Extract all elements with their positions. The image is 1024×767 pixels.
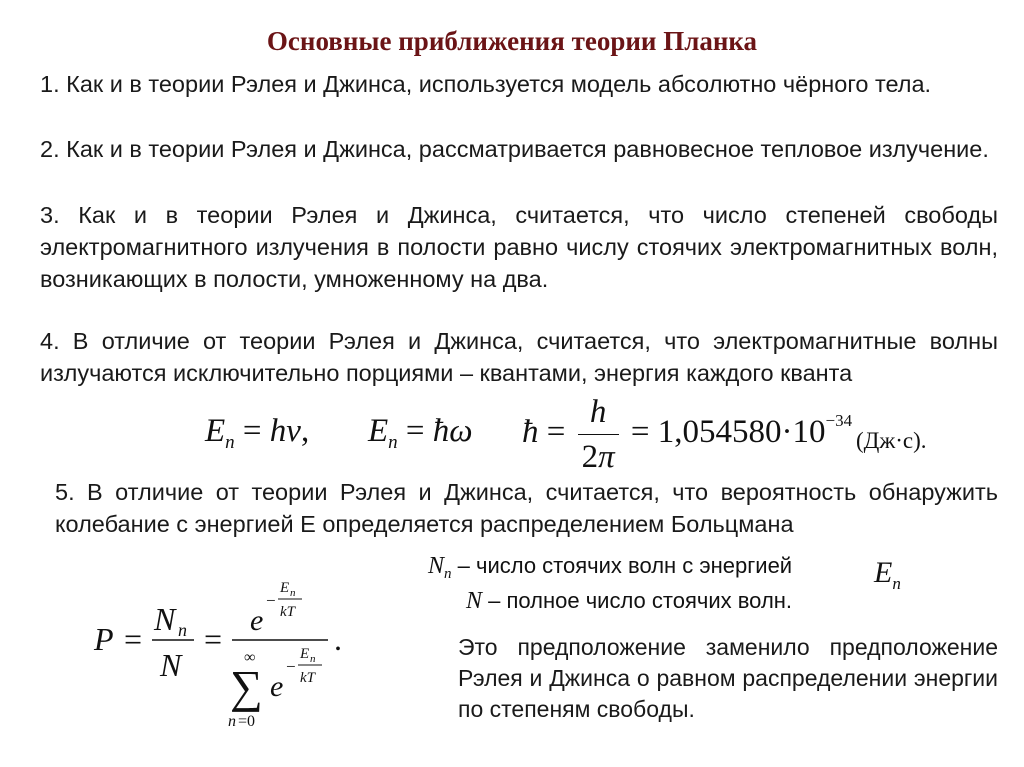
svg-text:n: n [228,713,236,730]
boltzmann-formula [90,572,450,752]
item-3: 3. Как и в теории Рэлея и Джинса, считается, что число степеней свободы электромагнитного излучения в полости равно числу стоячих электромагнитных волн, возникающих в полости, умноженному на два. [40,202,998,292]
svg-text:.: . [334,621,342,657]
formula-en-hnu: $E_n = h\nu$, [205,413,310,453]
slide-title: Основные приближения теории Планка [266,26,758,56]
item-5: 5. В отличие от теории Рэлея и Джинса, считается, что вероятность обнаружить колебание с энергией Е определяется распределением Больцмана [55,479,998,537]
svg-text:kT: kT [280,604,295,620]
svg-text:n: n [290,587,296,599]
svg-text:=: = [204,621,223,657]
svg-text:−: − [286,657,296,676]
svg-text:∞: ∞ [244,649,256,666]
svg-text:=0: =0 [238,713,256,730]
svg-text:e: e [270,670,284,703]
en-symbol: $E_n$ [874,556,901,593]
item-4: 4. В отличие от теории Рэлея и Джинса, считается, что электромагнитные волны излучаются исключительно порциями – квантами, энергия каждого кванта [40,328,998,386]
note-n: N – полное число стоячих волн. [466,588,793,614]
fraction-h-2pi: $\frac{h}{2\pi}$ [578,392,619,477]
svg-text:−: − [266,591,276,610]
svg-text:N: N [154,601,176,637]
formula-hbar: ħ = $\frac{h}{2\pi}$ = $1,054580\cdot 10^{-34}$ [522,394,853,475]
conclusion-text: Это предположение заменило предположение Рэлея и Джинса о равном распределении энергии по степеням свободы. [458,634,998,722]
svg-text:E: E [300,646,310,662]
planck-constant-value: 1,054580 [657,414,782,451]
item-2: 2. Как и в теории Рэлея и Джинса, рассматривается равновесное тепловое излучение. [40,136,989,162]
svg-text:e: e [250,604,264,637]
note-nn: $N_n$ – число стоячих волн с энергией [428,553,793,582]
note-n-text: – полное число стоячих волн. [488,588,793,613]
note-nn-text: – число стоячих волн с энергией [457,553,793,578]
svg-text:n: n [310,653,316,665]
planck-unit: (Дж·с). [856,428,927,453]
svg-text:∑: ∑ [230,661,263,712]
planck-exponent: −34 [825,411,853,431]
formula-en-hbar-omega: $E_n$ = ħω [368,413,473,453]
svg-text:N: N [160,647,182,683]
svg-text:kT: kT [300,670,315,686]
svg-text:=: = [124,621,143,657]
svg-text:n: n [178,620,187,640]
item-1: 1. Как и в теории Рэлея и Джинса, используется модель абсолютно чёрного тела. [40,71,932,97]
svg-text:E: E [280,580,290,596]
svg-text:P: P [94,621,114,657]
